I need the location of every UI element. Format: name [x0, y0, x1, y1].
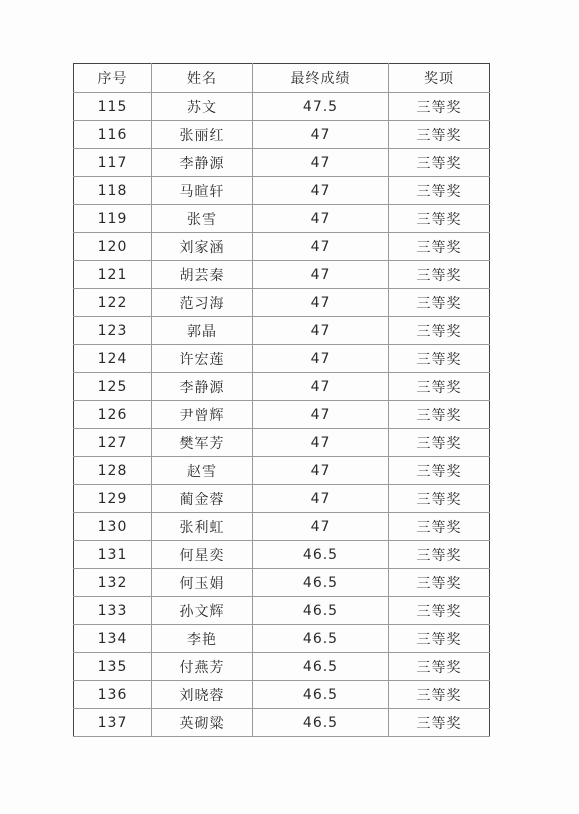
table-row [74, 485, 490, 513]
table-row [74, 709, 490, 737]
cell-name: 何玉娟 [152, 569, 253, 597]
cell-no: 129 [74, 485, 152, 513]
header-row [74, 64, 490, 93]
cell-score: 47 [253, 177, 389, 205]
cell-name: 胡芸秦 [152, 261, 253, 289]
cell-name: 何星奕 [152, 541, 253, 569]
table-row [74, 289, 490, 317]
cell-award: 三等奖 [389, 317, 490, 345]
cell-award: 三等奖 [389, 541, 490, 569]
cell-score: 47 [253, 485, 389, 513]
table-row [74, 149, 490, 177]
cell-award: 三等奖 [389, 373, 490, 401]
cell-no: 132 [74, 569, 152, 597]
cell-name: 付燕芳 [152, 653, 253, 681]
table-header [74, 64, 490, 93]
table-row [74, 261, 490, 289]
cell-name: 蔺金蓉 [152, 485, 253, 513]
cell-score: 46.5 [253, 625, 389, 653]
cell-score: 47 [253, 429, 389, 457]
cell-name: 马暄轩 [152, 177, 253, 205]
cell-score: 46.5 [253, 709, 389, 737]
cell-name: 范习海 [152, 289, 253, 317]
cell-score: 47 [253, 401, 389, 429]
cell-no: 137 [74, 709, 152, 737]
cell-name: 许宏莲 [152, 345, 253, 373]
cell-score: 46.5 [253, 569, 389, 597]
cell-name: 李静源 [152, 373, 253, 401]
cell-score: 47 [253, 149, 389, 177]
cell-no: 116 [74, 121, 152, 149]
cell-no: 123 [74, 317, 152, 345]
cell-name: 刘晓蓉 [152, 681, 253, 709]
cell-no: 119 [74, 205, 152, 233]
cell-score: 47 [253, 121, 389, 149]
header-award: 奖项 [389, 64, 490, 93]
cell-score: 47 [253, 233, 389, 261]
cell-award: 三等奖 [389, 625, 490, 653]
table-body [74, 93, 490, 737]
table-row [74, 317, 490, 345]
cell-score: 46.5 [253, 597, 389, 625]
cell-name: 英砌粱 [152, 709, 253, 737]
cell-name: 郭晶 [152, 317, 253, 345]
cell-name: 赵雪 [152, 457, 253, 485]
table-row [74, 457, 490, 485]
cell-no: 136 [74, 681, 152, 709]
cell-award: 三等奖 [389, 93, 490, 121]
table-row [74, 177, 490, 205]
cell-no: 117 [74, 149, 152, 177]
cell-score: 47.5 [253, 93, 389, 121]
cell-award: 三等奖 [389, 485, 490, 513]
table-row [74, 429, 490, 457]
cell-name: 张雪 [152, 205, 253, 233]
cell-award: 三等奖 [389, 457, 490, 485]
cell-name: 樊军芳 [152, 429, 253, 457]
table-row [74, 597, 490, 625]
cell-no: 126 [74, 401, 152, 429]
cell-no: 118 [74, 177, 152, 205]
header-name: 姓名 [152, 64, 253, 93]
cell-score: 47 [253, 345, 389, 373]
results-table [73, 63, 490, 737]
cell-award: 三等奖 [389, 121, 490, 149]
cell-award: 三等奖 [389, 205, 490, 233]
cell-no: 122 [74, 289, 152, 317]
cell-no: 124 [74, 345, 152, 373]
cell-no: 130 [74, 513, 152, 541]
cell-award: 三等奖 [389, 289, 490, 317]
cell-score: 47 [253, 457, 389, 485]
header-no: 序号 [74, 64, 152, 93]
cell-no: 131 [74, 541, 152, 569]
cell-no: 115 [74, 93, 152, 121]
cell-name: 李艳 [152, 625, 253, 653]
cell-score: 46.5 [253, 541, 389, 569]
cell-award: 三等奖 [389, 681, 490, 709]
table-row [74, 121, 490, 149]
cell-name: 张利虹 [152, 513, 253, 541]
cell-name: 刘家涵 [152, 233, 253, 261]
cell-no: 121 [74, 261, 152, 289]
cell-award: 三等奖 [389, 653, 490, 681]
cell-award: 三等奖 [389, 569, 490, 597]
table-row [74, 233, 490, 261]
cell-score: 47 [253, 261, 389, 289]
cell-score: 46.5 [253, 653, 389, 681]
cell-award: 三等奖 [389, 345, 490, 373]
cell-name: 张丽红 [152, 121, 253, 149]
cell-award: 三等奖 [389, 513, 490, 541]
header-score: 最终成绩 [253, 64, 389, 93]
cell-award: 三等奖 [389, 233, 490, 261]
cell-award: 三等奖 [389, 709, 490, 737]
cell-score: 47 [253, 289, 389, 317]
table-row [74, 513, 490, 541]
cell-no: 120 [74, 233, 152, 261]
cell-score: 47 [253, 205, 389, 233]
cell-name: 李静源 [152, 149, 253, 177]
table-row [74, 653, 490, 681]
cell-score: 47 [253, 373, 389, 401]
cell-award: 三等奖 [389, 401, 490, 429]
cell-no: 133 [74, 597, 152, 625]
table-row [74, 625, 490, 653]
table-row [74, 205, 490, 233]
cell-score: 46.5 [253, 681, 389, 709]
cell-name: 苏文 [152, 93, 253, 121]
table-row [74, 373, 490, 401]
table-row [74, 681, 490, 709]
cell-no: 134 [74, 625, 152, 653]
cell-score: 47 [253, 513, 389, 541]
table-row [74, 401, 490, 429]
cell-award: 三等奖 [389, 149, 490, 177]
cell-award: 三等奖 [389, 597, 490, 625]
table-row [74, 93, 490, 121]
cell-no: 128 [74, 457, 152, 485]
cell-award: 三等奖 [389, 429, 490, 457]
cell-name: 尹曾辉 [152, 401, 253, 429]
cell-no: 125 [74, 373, 152, 401]
table-row [74, 569, 490, 597]
cell-award: 三等奖 [389, 261, 490, 289]
table-row [74, 541, 490, 569]
cell-no: 127 [74, 429, 152, 457]
table-row [74, 345, 490, 373]
cell-award: 三等奖 [389, 177, 490, 205]
cell-no: 135 [74, 653, 152, 681]
cell-score: 47 [253, 317, 389, 345]
cell-name: 孙文辉 [152, 597, 253, 625]
